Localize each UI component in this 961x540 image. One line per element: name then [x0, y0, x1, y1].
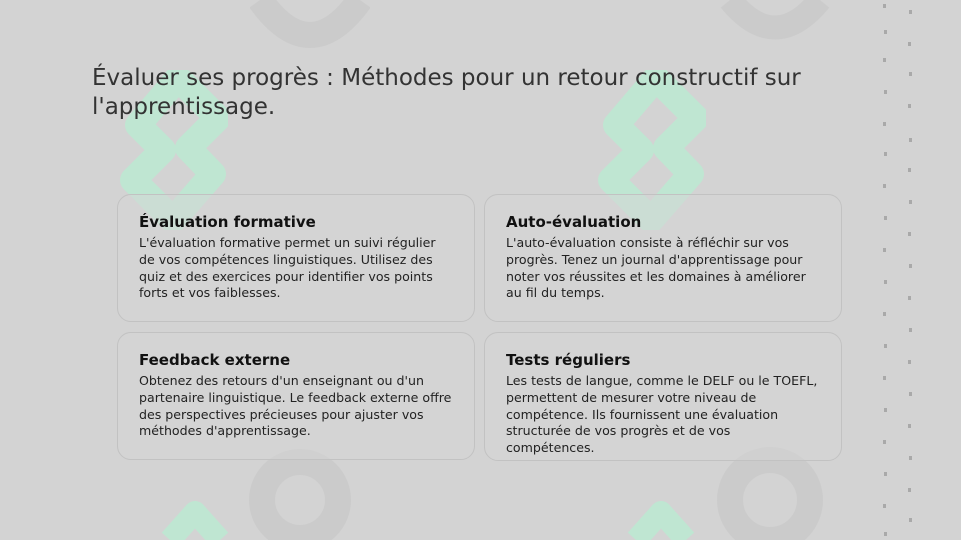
card-feedback-externe	[117, 332, 475, 460]
slide-title: Évaluer ses progrès : Méthodes pour un retour constructif sur l'apprentissage.	[92, 65, 801, 120]
card-heading: Auto-évaluation	[506, 213, 642, 231]
decorative-dots	[881, 0, 921, 540]
card-heading: Évaluation formative	[139, 213, 316, 231]
card-body: Les tests de langue, comme le DELF ou le TOEFL, permettent de mesurer votre niveau de compétence. Ils fournissent une évaluation structurée de vos progrès et de vos compétences.	[506, 373, 818, 456]
watermark-shape	[720, 0, 830, 40]
watermark-shape	[250, 0, 370, 60]
card-body: L'évaluation formative permet un suivi régulier de vos compétences linguistiques. Utilisez des quiz et des exercices pour identifier vos points forts et vos faiblesses.	[139, 235, 436, 301]
card-body: Obtenez des retours d'un enseignant ou d'un partenaire linguistique. Le feedback externe offre des perspectives précieuses pour ajuster vos méthodes d'apprentissage.	[139, 373, 452, 439]
watermark-logo	[616, 500, 706, 540]
card-evaluation-formative	[117, 194, 475, 322]
card-auto-evaluation	[484, 194, 842, 322]
card-heading: Feedback externe	[139, 351, 291, 369]
card-tests-reguliers	[484, 332, 842, 461]
watermark-logo	[150, 500, 240, 540]
card-heading: Tests réguliers	[506, 351, 631, 369]
card-body: L'auto-évaluation consiste à réfléchir sur vos progrès. Tenez un journal d'apprentissage pour noter vos réussites et les domaines à améliorer au fil du temps.	[506, 235, 806, 301]
